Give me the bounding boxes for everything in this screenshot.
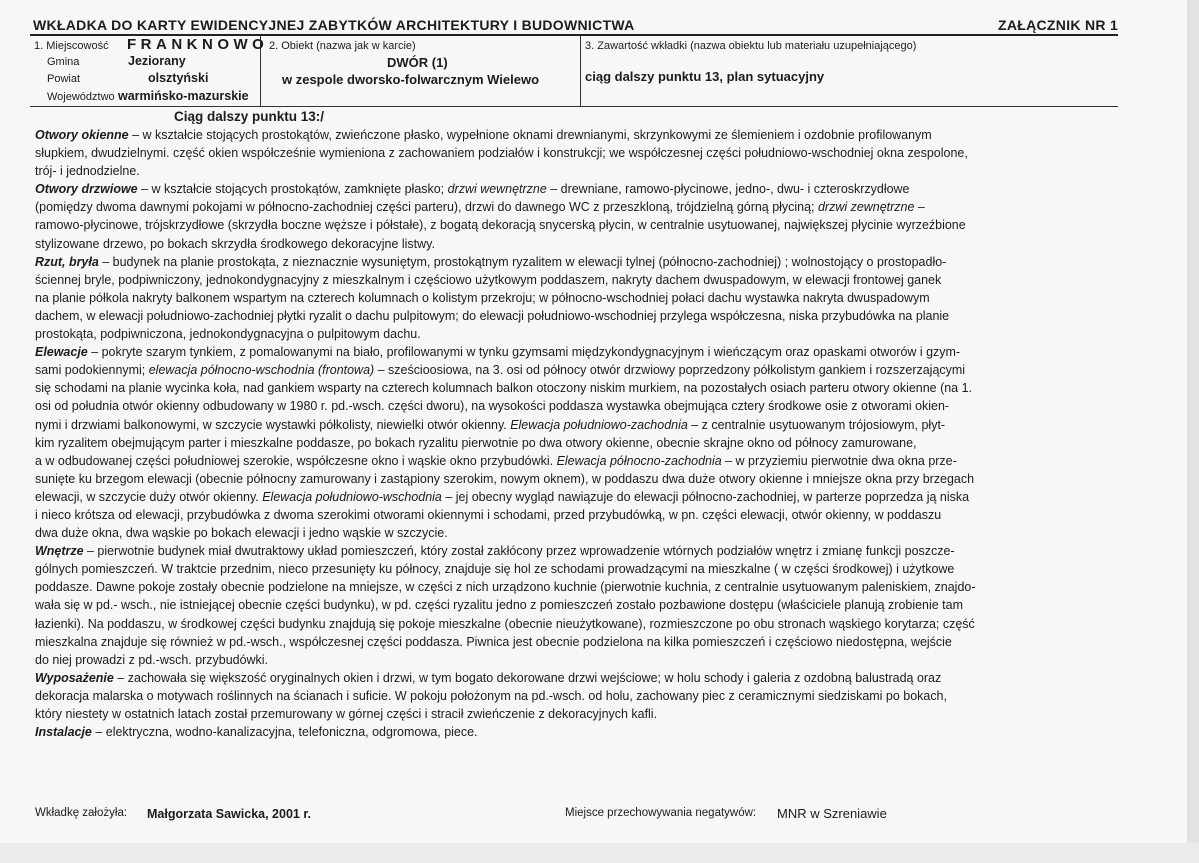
text-segment: – sześcioosiowa, na 3. osi od północy otwór drzwiowy poprzedzony półkolistym gankiem i rozszerzającymi [374, 363, 966, 378]
text-segment: drzwi zewnętrzne [817, 200, 915, 215]
text-segment: – zachowała się większość oryginalnych okien i drzwi, w tym bogato dekorowane drzwi wejściowe; w holu schody i galeria z ozdobną balustradą oraz [113, 670, 942, 685]
text-line [35, 705, 1163, 723]
text-segment: dwa duże okna, dwa wąskie po bokach elewacji i jedno wąskie w szczycie. [35, 526, 448, 541]
text-segment: dekoracja malarska o motywach roślinnych na ścianach i suficie. W pokoju położonym na pd.-wsch. od holu, zachowany piec z ceramicznymi siedziskami po bokach, [35, 688, 947, 703]
text-line [35, 379, 1163, 397]
text-segment: poddasze. Dawne pokoje zostały obecnie podzielone na mniejsze, w części z nich urządzono kuchnie (pierwotnie kuchnia, z centralnie usytuowanym paleniskiem, znajdo- [35, 580, 976, 595]
text-line [35, 669, 1163, 687]
text-segment: na planie półkola nakryty balkonem wspartym na czterech kolumnach o kolistym przekroju; w północno-wschodniej połaci dachu wystawka nakryta dwuspadowym [35, 290, 930, 305]
card-edge-right [1187, 0, 1199, 863]
text-line [35, 289, 1163, 307]
text-line [35, 180, 1163, 198]
text-segment: który niestety w ostatnich latach został przemurowany w górnej części i stracił zwieńczenie z dekoracyjnych kafli. [35, 707, 658, 721]
text-segment: prostokąta, podpiwniczona, jednokondygnacyjna o pulpitowym dachu. [35, 327, 421, 342]
contents-box [581, 36, 1118, 107]
text-segment: drzwi wewnętrzne [447, 182, 547, 197]
text-segment: – pierwotnie budynek miał dwutraktowy układ pomieszczeń, który został zakłócony przez wprowadzenie wtórnych podziałów wnętrz i zmianę funkcji poszcze- [83, 544, 955, 559]
storage-value: MNR w Szreniawie [777, 806, 887, 821]
text-segment: elewacji, w szczycie duży otwór okienny. [35, 489, 263, 504]
text-line [35, 542, 1163, 560]
text-segment: elewacja północno-wschodnia (frontowa) [148, 363, 375, 378]
text-segment: Elewacja południowo-wschodnia [262, 489, 442, 504]
section-heading: Otwory drzwiowe [35, 182, 138, 197]
text-segment: kim ryzalitem obejmującym parter i mieszkalne poddasze, po bokach ryzalitu pierwotnie po dwa otwory okienne, obecnie skrajne okno od północy zamurowane, [35, 435, 917, 450]
text-line [35, 633, 1163, 651]
powiat-label: Powiat [47, 73, 81, 85]
text-segment: – jej obecny wygląd nawiązuje do elewacji północno-zachodniej, w parterze poprzedza ją niska [441, 489, 970, 504]
card-title: WKŁADKA DO KARTY EWIDENCYJNEJ ZABYTKÓW ARCHITEKTURY I BUDOWNICTWA [33, 17, 635, 33]
section-heading: Instalacje [35, 725, 92, 740]
text-segment: – [914, 200, 925, 215]
text-line [35, 578, 1163, 596]
text-line [35, 416, 1163, 434]
text-line [35, 343, 1163, 361]
object-label: 2. Obiekt (nazwa jak w karcie) [269, 40, 416, 52]
text-segment: – w kształcie stojących prostokątów, zwieńczone płasko, wypełnione oknami drewnianymi, skrzynkowymi ze ślemieniem i ozdobnie profilowanym [128, 128, 932, 142]
text-line [35, 524, 1163, 542]
text-line [35, 723, 1163, 741]
text-line [35, 506, 1163, 524]
storage-label: Miejsce przechowywania negatywów: [565, 807, 757, 819]
text-segment: – elektryczna, wodno-kanalizacyjna, telefoniczna, odgromowa, piece. [91, 725, 478, 740]
text-segment: osi od południa otwór okienny odbudowany w 1980 r. pd.-wsch. części dworu), na wysokości poddasza wystawka obejmująca cztery środkowe osie z otworami okien- [35, 399, 950, 414]
text-segment: – w przyziemiu pierwotnie dwa okna prze- [721, 453, 957, 468]
text-line [35, 253, 1163, 271]
contents-value: ciąg dalszy punktu 13, plan sytuacyjny [585, 69, 825, 84]
text-line [35, 144, 1163, 162]
text-segment: wała się w pd.- wsch., nie istniejącej obecnie części budynku), w pd. części ryzalitu jedno z pomieszczeń zostało pozbawione dostępu (właściciele planują zrobienie tam [35, 598, 963, 613]
annex-number: ZAŁĄCZNIK NR 1 [998, 17, 1119, 33]
text-line [35, 596, 1163, 614]
text-line [35, 162, 1163, 180]
text-line [35, 434, 1163, 452]
text-segment: (pomiędzy dwoma dawnymi pokojami w północno-zachodniej części parteru), drzwi do dawnego WC z przeszkloną, trójdzielną górną płyciną; [35, 200, 818, 215]
text-line [35, 397, 1163, 415]
text-line [35, 560, 1163, 578]
text-line [35, 325, 1163, 343]
text-segment: się schodami na planie wycinka koła, nad gankiem wsparty na czterech kolumnach balkon otoczony niskim murkiem, na pozostałych osiach parteru otwory okienne (na 1. [35, 381, 972, 396]
text-segment: ściennej bryle, podpiwniczony, jednokondygnacyjny z mieszkalnym i częściowo użytkowym poddaszem, nakryty dachem dwuspadowym, w elewacji frontowej ganek [35, 272, 942, 287]
text-segment: gólnych pomieszczeń. W traktcie przednim, nieco przesunięty ku północy, znajduje się hol ze schodami prowadzącymi na mieszkalne ( w części środkowej) i użytkowe [35, 562, 955, 577]
text-line [35, 198, 1163, 216]
text-segment: – budynek na planie prostokąta, z nieznacznie wysuniętym, prostokątnym ryzalitem w elewacji tylnej (północno-zachodniej) ; wolnostojący o prostopadło- [98, 254, 947, 269]
text-line [35, 271, 1163, 289]
text-segment: sami podokiennymi; [35, 363, 149, 378]
text-line [35, 126, 1163, 144]
contents-label: 3. Zawartość wkładki (nazwa obiektu lub materiału uzupełniającego) [585, 40, 917, 52]
text-line [35, 470, 1163, 488]
text-segment: nymi i drzwiami balkonowymi, w szczycie wystawki półkolisty, niewielki otwór okienny. [35, 417, 511, 432]
voivodeship-label: Województwo [47, 91, 115, 103]
section-heading: Wnętrze [35, 544, 84, 559]
section-heading: Otwory okienne [35, 128, 129, 142]
text-segment: słupkiem, dwudzielnymi. część okien współcześnie wymieniona z zachowaniem podziałów i konstrukcji; we współczesnej części południowo-wschodniej okna zespolone, [35, 146, 968, 161]
text-segment: trój- i jednodzielne. [35, 164, 140, 179]
text-line [35, 651, 1163, 669]
text-segment: a w odbudowanej części południowej szerokie, współczesne okno i wąskie okno przybudówki. [35, 453, 557, 468]
place-label: 1. Miejscowość [34, 40, 109, 52]
text-line [35, 361, 1163, 379]
powiat-value: olsztyński [148, 71, 209, 85]
gmina-label: Gmina [47, 56, 80, 68]
text-segment: – w kształcie stojących prostokątów, zamknięte płasko; [137, 182, 448, 197]
text-line [35, 452, 1163, 470]
description-text [35, 126, 1165, 741]
object-complex: w zespole dworsko-folwarcznym Wielewo [282, 72, 540, 87]
text-line [35, 615, 1163, 633]
text-line [35, 488, 1163, 506]
text-line [35, 687, 1163, 705]
text-segment: Elewacja północno-zachodnia [556, 453, 722, 468]
text-segment: do niej prowadzi z pd.-wsch. przybudówki. [35, 652, 269, 667]
text-segment: dachem, w elewacji południowo-zachodniej płytki ryzalit o dachu pulpitowym; do elewacji południowo-wschodniej przylega współczesna, niska przybudówka na planie [35, 308, 950, 323]
continuation-heading: Ciąg dalszy punktu 13:/ [174, 109, 325, 124]
text-segment: – pokryte szarym tynkiem, z pomalowanymi na biało, profilowanymi w tynku gzymsami międzykondygnacyjnym i wieńczącym oraz opaskami otworów i gzym- [87, 345, 961, 360]
text-segment: łazienki). Na poddaszu, w środkowej części budynku znajdują się pokoje mieszkalne (obecnie nieużytkowane), rozmieszczone po obu stronach wąskiego korytarza; część [35, 616, 975, 631]
text-segment: Elewacja południowo-zachodnia [510, 417, 688, 432]
author-value: Małgorzata Sawicka, 2001 r. [147, 807, 311, 821]
text-segment: mieszkalna znajduje się również w pd.-wsch., współczesnej części poddasza. Piwnica jest obecnie podzielona na kilka pomieszczeń i częściowo niedostępna, wejście [35, 634, 952, 649]
section-heading: Elewacje [35, 345, 88, 360]
section-heading: Rzut, bryła [35, 254, 99, 269]
text-line [35, 216, 1163, 234]
text-line [35, 235, 1163, 253]
voivodeship-value: warmińsko-mazurskie [118, 89, 249, 103]
gmina-value: Jeziorany [128, 54, 186, 68]
location-box [30, 36, 269, 107]
text-segment: – drewniane, ramowo-płycinowe, jedno-, dwu- i czteroskrzydłowe [546, 182, 910, 197]
card-edge-bottom [0, 843, 1199, 863]
author-label: Wkładkę założyła: [35, 807, 128, 819]
place-value: FRANKNOWO [127, 36, 269, 53]
text-segment: ramowo-płycinowe, trójskrzydłowe (skrzydła boczne węższe i półstałe), z bogatą dekoracją snycerską płycin, w centralnie usytuowanej, największej płycinie wyrzeźbione [35, 218, 966, 233]
text-segment: stylizowane drzewo, po bokach skrzydła środkowego dekoracyjne listwy. [35, 236, 435, 251]
object-name: DWÓR (1) [387, 55, 448, 70]
text-line [35, 307, 1163, 325]
text-segment: sunięte ku brzegom elewacji (obecnie północny zamurowany i zastąpiony szerokim, nowym oknem), w poddaszu dwa duże otwory okienne i mniejsze okna przy brzegach [35, 471, 975, 486]
text-segment: – z centralnie usytuowanym trójosiowym, płyt- [687, 417, 946, 432]
object-box [261, 36, 581, 107]
text-segment: i nieco krótsza od elewacji, przybudówka z dwoma szerokimi otworami okiennymi i schodami, przed przybudówką, w pn. części elewacji, otwór okienny, w poddaszu [35, 507, 942, 522]
section-heading: Wyposażenie [35, 670, 114, 685]
